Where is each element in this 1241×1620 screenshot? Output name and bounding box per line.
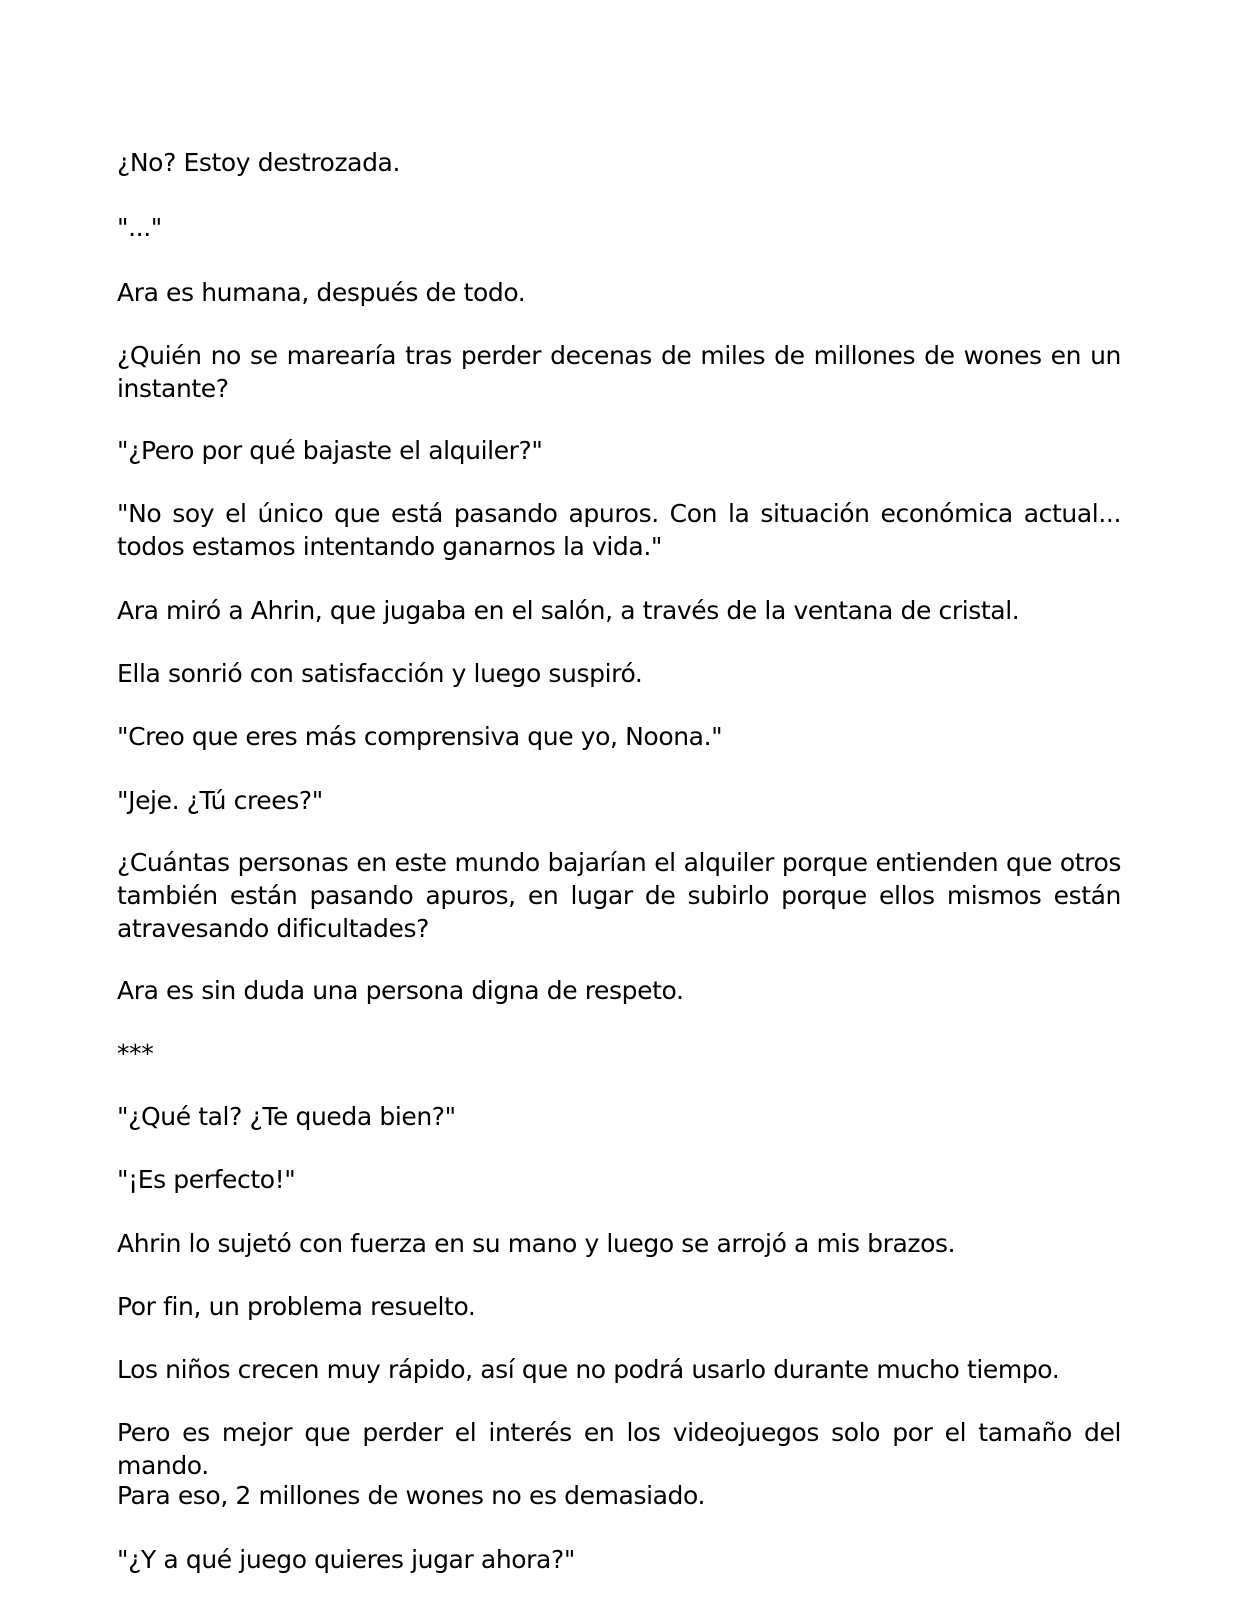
- paragraph-8: Ella sonrió con satisfacción y luego suspiró.: [117, 659, 643, 688]
- paragraph-13: "¿Qué tal? ¿Te queda bien?": [117, 1102, 456, 1131]
- paragraph-15: Ahrin lo sujetó con fuerza en su mano y luego se arrojó a mis brazos.: [117, 1229, 956, 1258]
- paragraph-19: Para eso, 2 millones de wones no es demasiado.: [117, 1481, 706, 1510]
- paragraph-12: Ara es sin duda una persona digna de respeto.: [117, 976, 684, 1005]
- paragraph-10: "Jeje. ¿Tú crees?": [117, 786, 323, 815]
- scene-separator: ***: [117, 1039, 154, 1068]
- paragraph-14: "¡Es perfecto!": [117, 1165, 296, 1194]
- paragraph-9: "Creo que eres más comprensiva que yo, Noona.": [117, 722, 723, 751]
- paragraph-11: ¿Cuántas personas en este mundo bajarían el alquiler porque entienden que otros también están pasando apuros, en lugar de subirlo porque ellos mismos están atravesando dificultades?: [117, 848, 1121, 943]
- paragraph-7: Ara miró a Ahrin, que jugaba en el salón, a través de la ventana de cristal.: [117, 596, 1020, 625]
- paragraph-18: Pero es mejor que perder el interés en los videojuegos solo por el tamaño del mando.: [117, 1418, 1121, 1480]
- paragraph-16: Por fin, un problema resuelto.: [117, 1292, 476, 1321]
- paragraph-1: ¿No? Estoy destrozada.: [117, 148, 401, 177]
- paragraph-4: ¿Quién no se marearía tras perder decenas de miles de millones de wones en un instante?: [117, 341, 1121, 403]
- paragraph-6: "No soy el único que está pasando apuros. Con la situación económica actual... todos estamos intentando ganarnos la vida.": [117, 499, 1121, 561]
- paragraph-17: Los niños crecen muy rápido, así que no podrá usarlo durante mucho tiempo.: [117, 1355, 1060, 1384]
- paragraph-3: Ara es humana, después de todo.: [117, 278, 526, 307]
- paragraph-2: "...": [117, 213, 162, 242]
- paragraph-5: "¿Pero por qué bajaste el alquiler?": [117, 436, 543, 465]
- paragraph-20: "¿Y a qué juego quieres jugar ahora?": [117, 1545, 575, 1574]
